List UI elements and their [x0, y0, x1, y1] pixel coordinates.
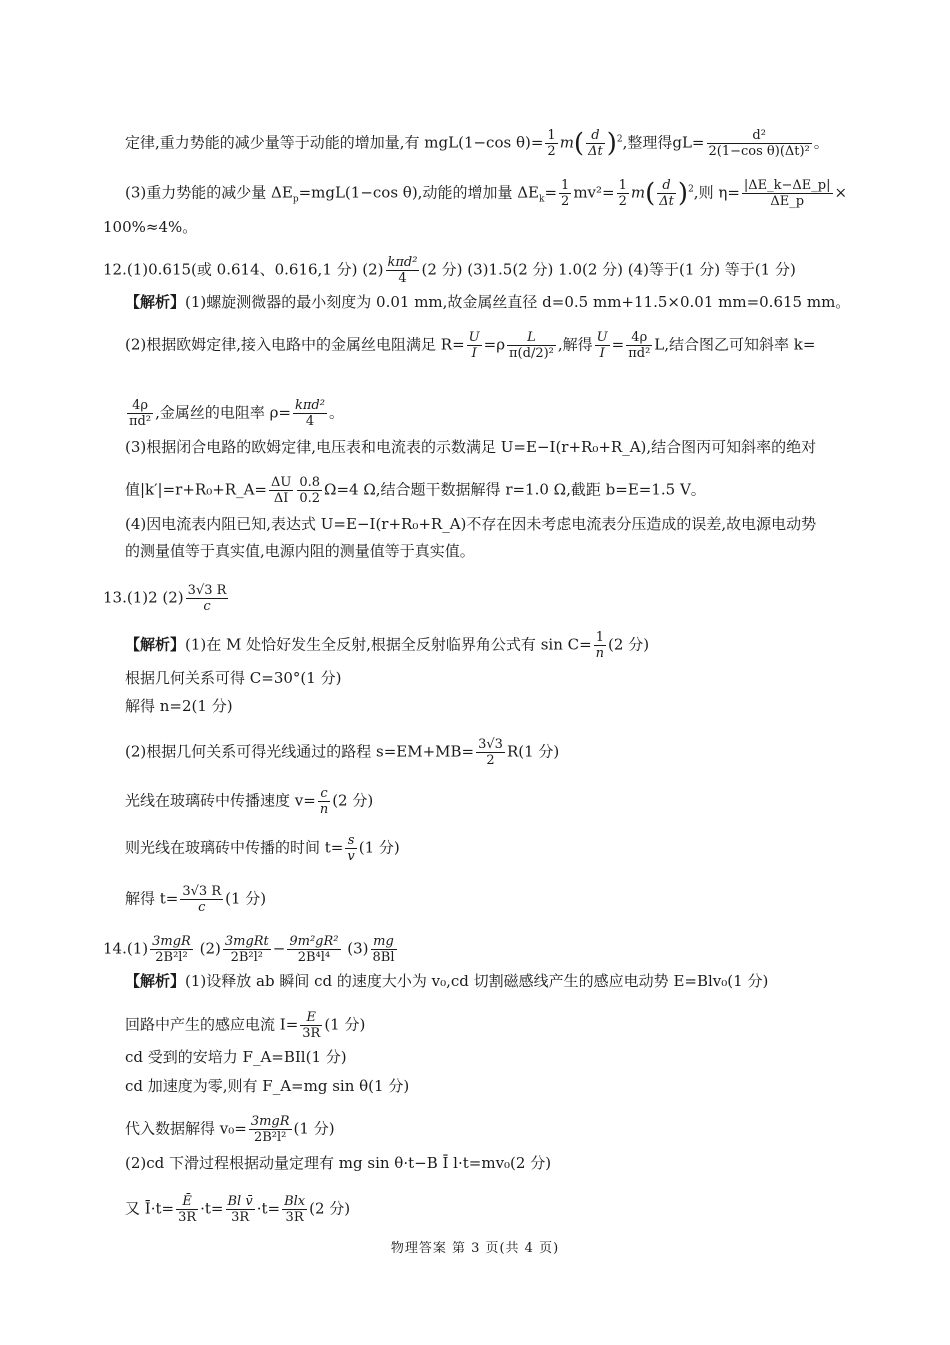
q14-explain-6: (2)cd 下滑过程根据动量定理有 mg sin θ·t−B Ī l·t=mv₀(2 分) — [125, 1154, 552, 1172]
fraction: $\frac{\text{3mgR}}{\text{2B²l²}}$ — [152, 934, 191, 965]
q13-explain-5: 光线在玻璃砖中传播速度 v= $\frac{c}{n}$ (2 分) — [125, 786, 374, 817]
fraction: $\frac{U}{I}$ — [468, 330, 480, 361]
analysis-tag: 【解析】 — [125, 635, 186, 654]
fraction: $\frac{s}{v}$ — [347, 833, 355, 864]
analysis-tag: 【解析】 — [125, 293, 186, 311]
fraction: $\frac{1}{2}$ — [618, 178, 627, 209]
fraction: $\frac{1}{2}$ — [547, 128, 556, 159]
q12-explain-1: 【解析】(1)螺旋测微器的最小刻度为 0.01 mm,故金属丝直径 d=0.5 mm+11.5×0.01 mm=0.615 mm。 — [125, 293, 851, 311]
text: 定律,重力势能的减少量等于动能的增加量,有 mgL(1−cos θ)= — [125, 133, 544, 152]
q14-answer: 14.(1) $\frac{\text{3mgR}}{\text{2B²l²}}$ (2) $\frac{\text{3mgRt}}{\text{2B²l²}}$ − $\frac{\text{9m²gR²}}{\text{2B⁴l⁴}}$ (3) $\frac{mg}{8Bl}$ — [103, 934, 395, 965]
fraction: $\frac{3√3 R}{c}$ — [187, 583, 227, 614]
fraction: $\frac{4\rho}{\text{πd²}}$ — [628, 330, 651, 361]
q13-explain-1: 【解析】(1)在 M 处恰好发生全反射,根据全反射临界角公式有 sin C= $\frac{1}{n}$ (2 分) — [125, 630, 650, 661]
fraction: $\frac{0.8}{0.2}$ — [299, 475, 321, 506]
fraction: $\frac{Ē}{3R}$ — [178, 1194, 197, 1225]
q14-explain-7: 又 Ī·t= $\frac{Ē}{3R}$ ·t= $\frac{\text{Bl v̄}}{3R}$ ·t= $\frac{\text{Blx}}{3R}$ (2 分) — [125, 1194, 351, 1225]
q14-explain-3: cd 受到的安培力 F_A=BIl(1 分) — [125, 1048, 347, 1066]
fraction: $\frac{\text{kπd²}}{4}$ — [387, 255, 418, 286]
q12-explain-5: 值|k′|=r+R₀+R_A= $\frac{\Delta U}{\Delta I}$ $\frac{0.8}{0.2}$ Ω=4 Ω,结合题干数据解得 r=1.0 Ω,截距 b=E=1.5 V。 — [125, 475, 706, 506]
q14-explain-2: 回路中产生的感应电流 I= $\frac{E}{3R}$ (1 分) — [125, 1010, 366, 1041]
q11-line-2: (3)重力势能的减少量 $\Delta E_p=mgL(1-\cos$ θ),动能的增加量 $\Delta E_k=$ $\frac{1}{2}$ mv²= $\frac{1}{2}$ m( $\frac{d}{\Delta t}$ )$^2$,则 η= $\frac{|\Delta E\_k-\Delta E\_p|}{\Delta E\_p}$ × — [125, 178, 848, 209]
fraction: $\frac{3√3}{2}$ — [478, 737, 503, 768]
q13-explain-3: 解得 n=2(1 分) — [125, 697, 233, 715]
fraction: $\frac{\text{Bl v̄}}{3R}$ — [227, 1194, 253, 1225]
q11-line-3: 100%≈4%。 — [103, 218, 198, 236]
q12-explain-7: 的测量值等于真实值,电源内阻的测量值等于真实值。 — [125, 542, 475, 560]
q13-explain-2: 根据几何关系可得 C=30°(1 分) — [125, 669, 342, 687]
fraction: $\frac{1}{n}$ — [595, 630, 605, 661]
analysis-tag: 【解析】 — [125, 972, 186, 990]
q14-explain-4: cd 加速度为零,则有 F_A=mg sin θ(1 分) — [125, 1077, 410, 1095]
q13-explain-4: (2)根据几何关系可得光线通过的路程 s=EM+MB= $\frac{3√3}{2}$ R(1 分) — [125, 737, 560, 768]
fraction: $\frac{mg}{8Bl}$ — [372, 934, 395, 965]
fraction: $\frac{c}{n}$ — [319, 786, 329, 817]
q11-line-1: 定律,重力势能的减少量等于动能的增加量,有 mgL(1−cos θ)= $\frac{1}{2}$ m( $\frac{d}{\Delta t}$ )$^2$,整理得gL= $\frac{\text{d²}}{\text{2(1−cos θ)(Δt)²}}$ 。 — [125, 128, 829, 159]
q14-explain-5: 代入数据解得 v₀= $\frac{\text{3mgR}}{\text{2B²l²}}$ (1 分) — [125, 1114, 335, 1145]
q12-explain-3: $\frac{4\rho}{\text{πd²}}$ ,金属丝的电阻率 ρ= $\frac{\text{kπd²}}{4}$ 。 — [129, 398, 344, 429]
fraction: $\frac{\text{d²}}{\text{2(1−cos θ)(Δt)²}}$ — [708, 128, 810, 159]
fraction: $\frac{E}{3R}$ — [302, 1010, 321, 1041]
fraction: $\frac{L}{\text{π(d/2)²}}$ — [509, 330, 554, 361]
q12-explain-4: (3)根据闭合电路的欧姆定律,电压表和电流表的示数满足 U=E−I(r+R₀+R_A),结合图丙可知斜率的绝对 — [125, 438, 817, 456]
q13-explain-6: 则光线在玻璃砖中传播的时间 t= $\frac{s}{v}$ (1 分) — [125, 833, 400, 864]
fraction: $\frac{\Delta U}{\Delta I}$ — [270, 475, 292, 506]
fraction: $\frac{|\Delta E\_k-\Delta E\_p|}{\Delta E\_p}$ — [743, 178, 831, 209]
fraction: $\frac{3√3 R}{c}$ — [182, 884, 222, 915]
q13-explain-7: 解得 t= $\frac{3√3 R}{c}$ (1 分) — [125, 884, 267, 915]
fraction: $\frac{d}{\Delta t}$ — [588, 128, 603, 159]
fraction: $\frac{\text{3mgR}}{\text{2B²l²}}$ — [250, 1114, 290, 1145]
q12-answer: 12.(1)0.615(或 0.614、0.616,1 分) (2) $\frac{\text{kπd²}}{4}$ (2 分) (3)1.5(2 分) 1.0(2 分) (4)等于(1 分) 等于(1 分) — [103, 255, 796, 286]
q12-explain-2: (2)根据欧姆定律,接入电路中的金属丝电阻满足 R= $\frac{U}{I}$ =ρ $\frac{L}{\text{π(d/2)²}}$ ,解得 $\frac{U}{I}$ = $\frac{4\rho}{\text{πd²}}$ L,结合图乙可知斜率 k= — [125, 330, 816, 361]
fraction: $\frac{U}{I}$ — [596, 330, 608, 361]
fraction: $\frac{\text{kπd²}}{4}$ — [295, 398, 325, 429]
fraction: $\frac{d}{\Delta t}$ — [659, 178, 674, 209]
q13-answer: 13.(1)2 (2) $\frac{3√3 R}{c}$ — [103, 583, 227, 614]
q12-explain-6: (4)因电流表内阻已知,表达式 U=E−I(r+R₀+R_A)不存在因未考虑电流表分压造成的误差,故电源电动势 — [125, 515, 817, 533]
q14-explain-1: 【解析】(1)设释放 ab 瞬间 cd 的速度大小为 v₀,cd 切割磁感线产生的感应电动势 E=Blv₀(1 分) — [125, 972, 769, 990]
fraction: $\frac{\text{3mgRt}}{\text{2B²l²}}$ — [224, 934, 269, 965]
fraction: $\frac{4\rho}{\text{πd²}}$ — [129, 398, 152, 429]
fraction: $\frac{\text{9m²gR²}}{\text{2B⁴l⁴}}$ — [289, 934, 339, 965]
page-footer: 物理答案 第 3 页(共 4 页) — [390, 1241, 560, 1256]
fraction: $\frac{\text{Blx}}{3R}$ — [284, 1194, 306, 1225]
fraction: $\frac{1}{2}$ — [561, 178, 570, 209]
